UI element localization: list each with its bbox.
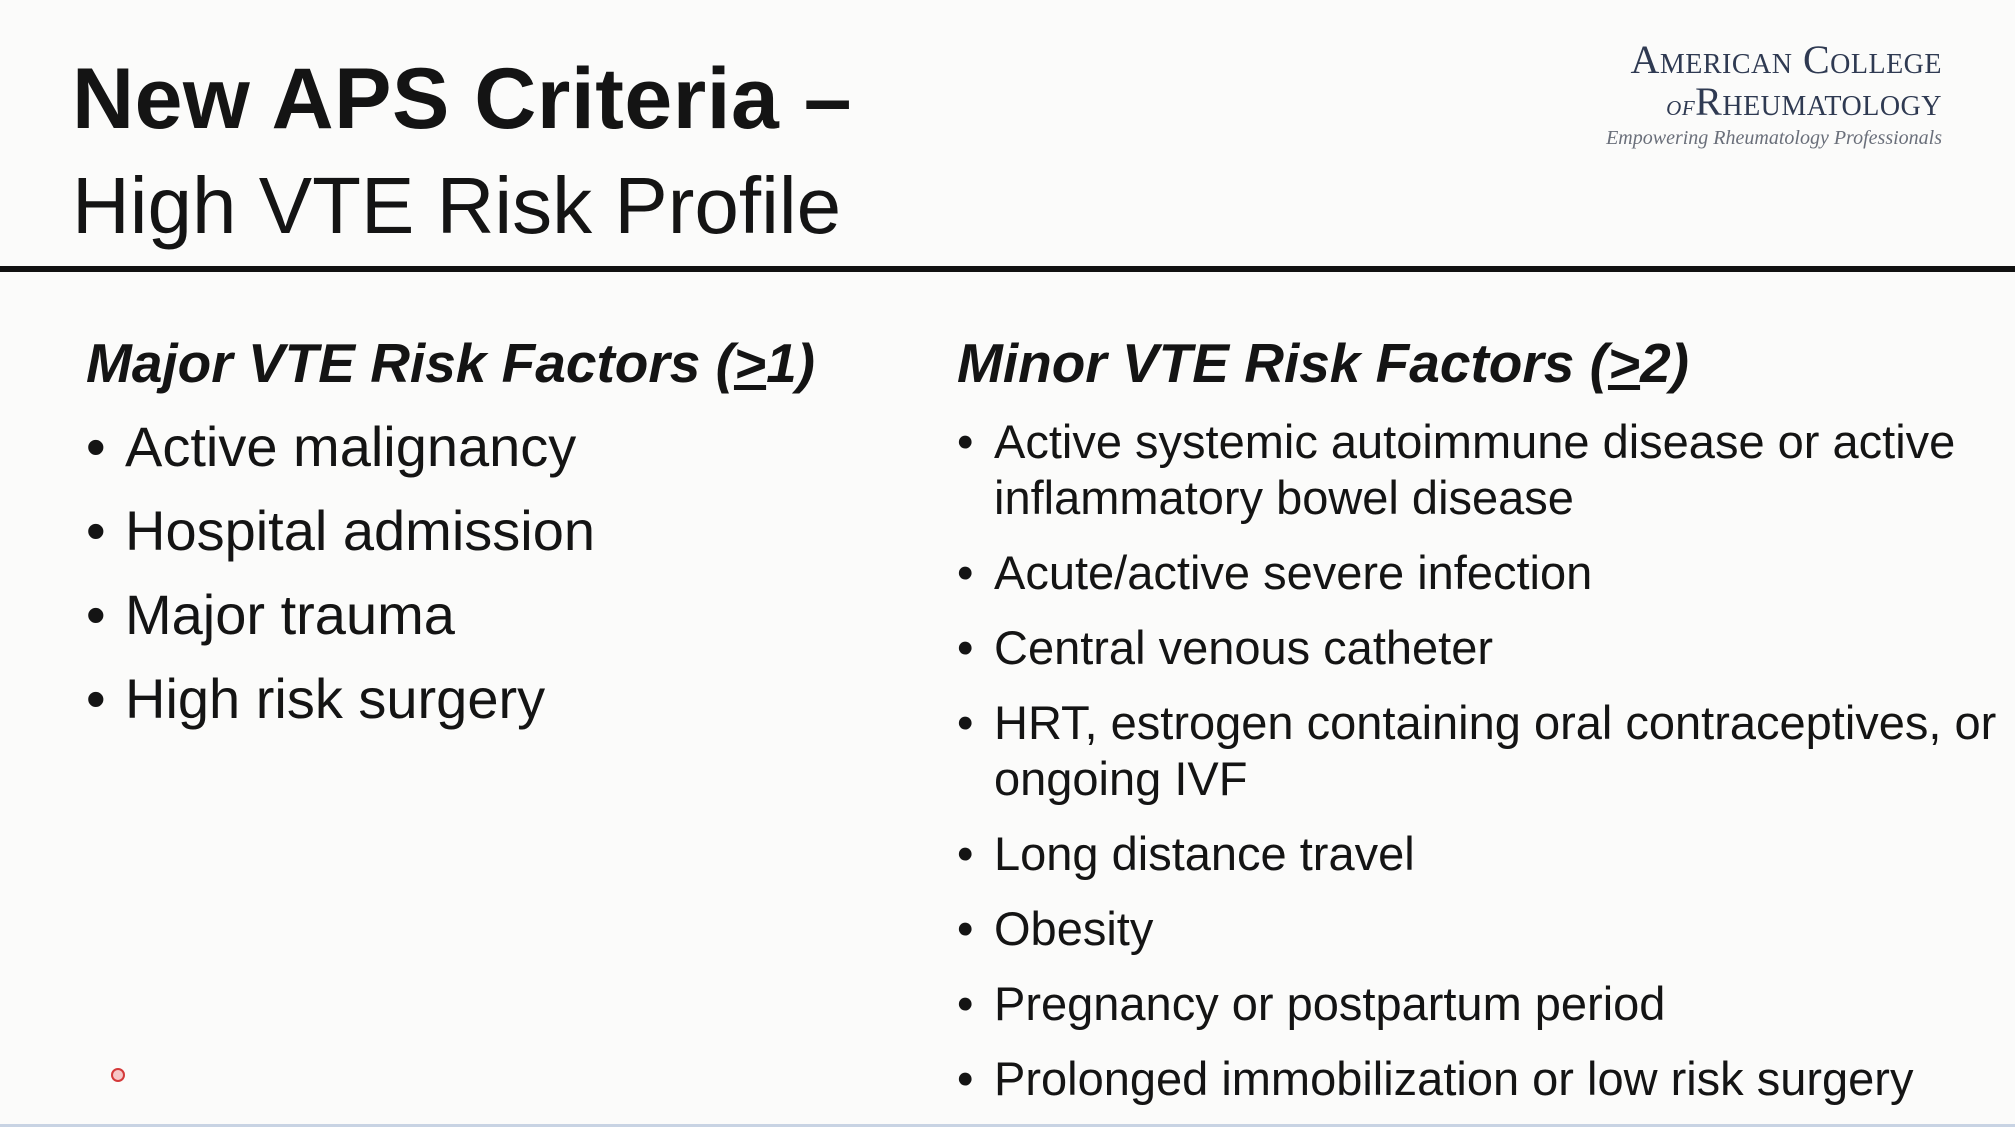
bullet-icon: •	[86, 499, 106, 562]
minor-risk-list	[957, 414, 2007, 1126]
logo-tagline: Empowering Rheumatology Professionals	[1606, 127, 1942, 149]
slide-title: New APS Criteria –	[72, 51, 853, 147]
bullet-icon: •	[957, 621, 974, 674]
minor-risk-item	[957, 1051, 2007, 1107]
bullet-icon: •	[957, 827, 974, 880]
major-risk-text: High risk surgery	[125, 667, 546, 730]
minor-risk-item	[957, 976, 2007, 1032]
minor-risk-heading	[957, 332, 1689, 394]
bullet-icon: •	[957, 696, 974, 749]
minor-risk-item	[957, 826, 2007, 882]
minor-risk-text: Central venous catheter	[994, 621, 1494, 674]
bullet-icon: •	[957, 902, 974, 955]
minor-risk-text: Pregnancy or postpartum period	[994, 977, 1666, 1030]
major-risk-text: Hospital admission	[125, 499, 595, 562]
bullet-icon: •	[957, 546, 974, 599]
major-heading-post: 1)	[766, 332, 815, 394]
slide-subtitle: High VTE Risk Profile	[72, 161, 842, 250]
bullet-icon: •	[86, 583, 106, 646]
major-heading-pre: Major VTE Risk Factors (	[86, 332, 734, 394]
minor-risk-item	[957, 901, 2007, 957]
major-risk-text: Major trauma	[125, 583, 455, 646]
major-risk-text: Active malignancy	[125, 415, 577, 478]
minor-risk-item	[957, 414, 2007, 526]
minor-risk-item	[957, 695, 2007, 807]
bullet-icon: •	[86, 415, 106, 478]
minor-heading-pre: Minor VTE Risk Factors (	[957, 332, 1608, 394]
bullet-icon: •	[86, 667, 106, 730]
minor-risk-item	[957, 545, 2007, 601]
major-risk-item	[86, 498, 595, 582]
logo-line-2	[1598, 79, 1942, 124]
major-risk-list	[86, 414, 595, 750]
minor-risk-item	[957, 620, 2007, 676]
minor-heading-ge: >	[1607, 332, 1641, 394]
major-heading-ge: >	[733, 332, 767, 394]
minor-risk-text: Obesity	[994, 902, 1154, 955]
minor-heading-post: 2)	[1640, 332, 1689, 394]
title-divider	[0, 266, 2015, 272]
major-risk-heading	[86, 332, 815, 394]
logo-of: of	[1666, 89, 1696, 122]
minor-risk-text: Long distance travel	[994, 827, 1415, 880]
minor-risk-text: Prolonged immobilization or low risk surgery	[994, 1052, 1914, 1105]
logo-rheumatology: Rheumatology	[1695, 79, 1942, 124]
logo-line-1: American College	[1630, 37, 1942, 82]
minor-risk-text: HRT, estrogen containing oral contraceptives, or ongoing IVF	[994, 696, 1997, 805]
minor-risk-text: Active systemic autoimmune disease or active inflammatory bowel disease	[994, 415, 1956, 524]
pointer-cursor-icon	[111, 1068, 125, 1082]
bullet-icon: •	[957, 977, 974, 1030]
acr-logo	[1598, 37, 1942, 149]
major-risk-item	[86, 666, 595, 750]
major-risk-item	[86, 414, 595, 498]
major-risk-item	[86, 582, 595, 666]
bullet-icon: •	[957, 415, 974, 468]
minor-risk-text: Acute/active severe infection	[994, 546, 1593, 599]
bullet-icon: •	[957, 1052, 974, 1105]
